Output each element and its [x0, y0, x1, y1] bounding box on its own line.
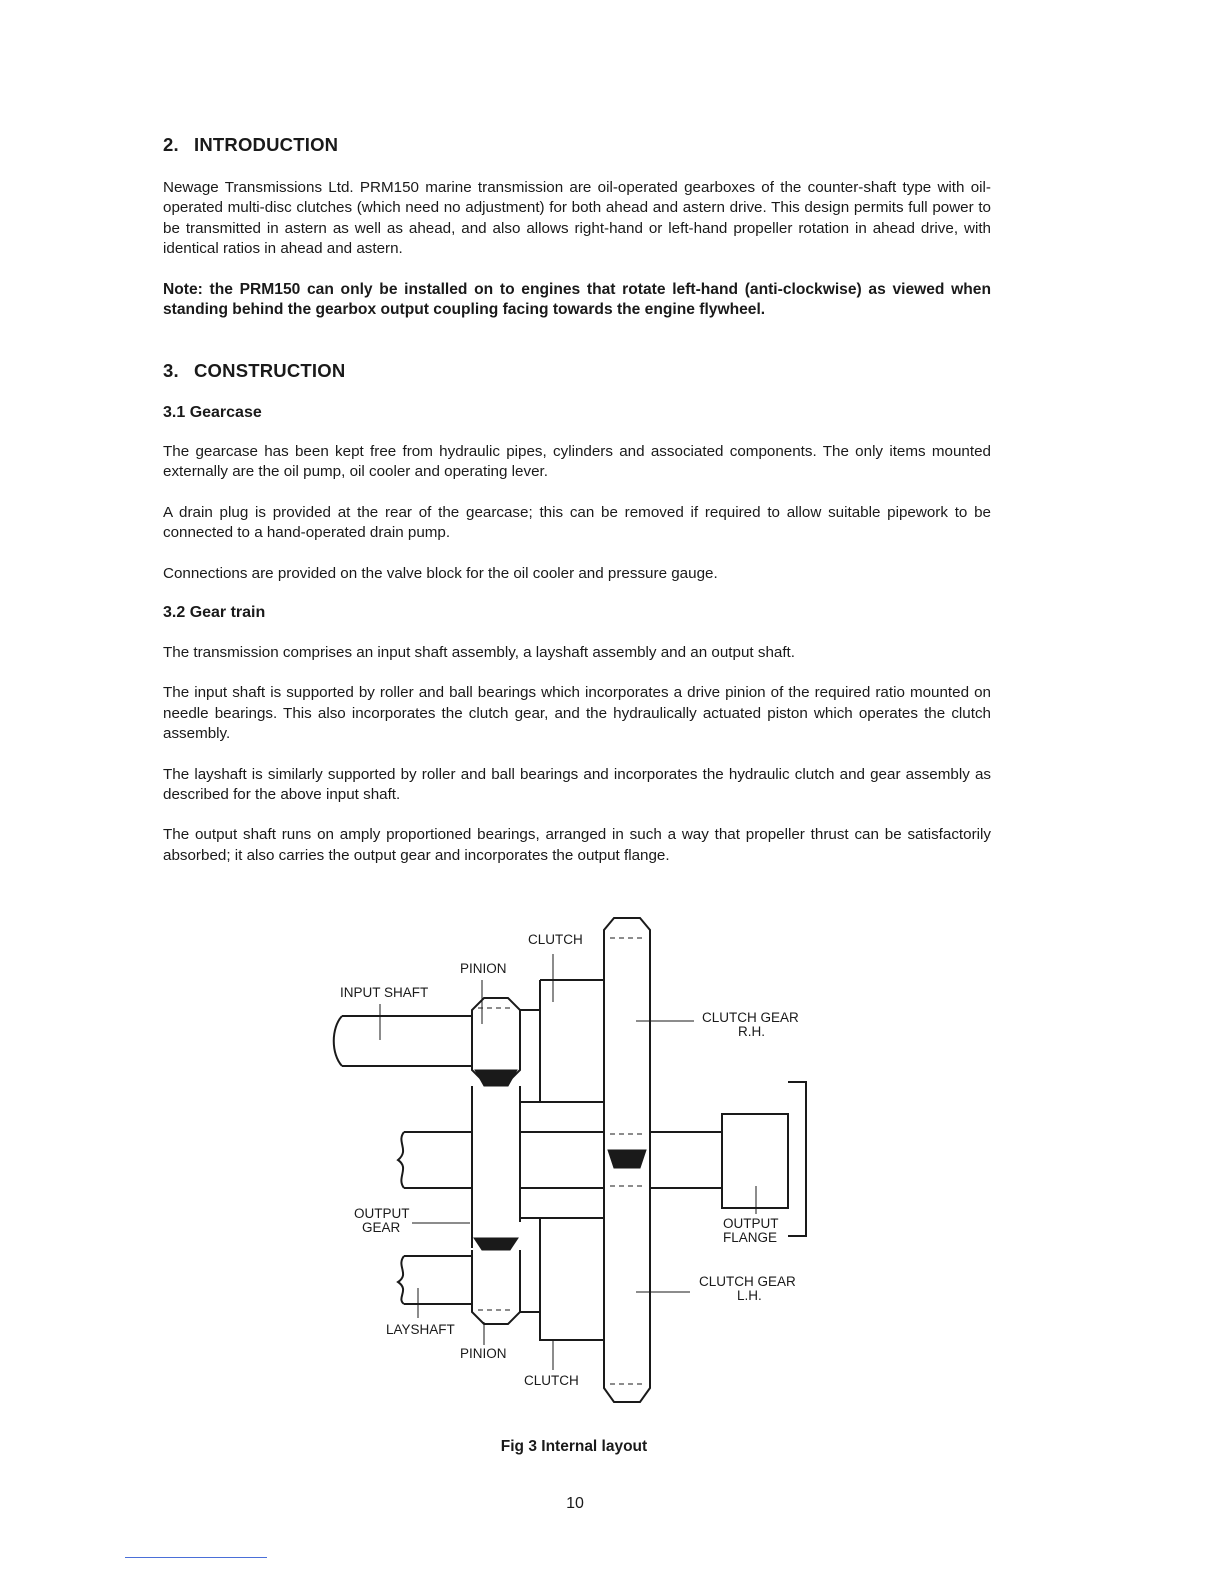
label-clutch-gear-lh-line2: L.H. — [737, 1288, 762, 1303]
label-clutch-gear-rh-line1: CLUTCH GEAR — [702, 1010, 799, 1025]
input-shaft — [334, 1016, 472, 1066]
label-pinion-bottom: PINION — [460, 1346, 507, 1361]
clutch-gear-rh — [604, 918, 650, 1160]
output-flange-hub — [722, 1114, 788, 1208]
figure-caption: Fig 3 Internal layout — [500, 1438, 648, 1455]
label-clutch-gear-lh-line1: CLUTCH GEAR — [699, 1274, 796, 1289]
footer-rule — [125, 1557, 267, 1558]
gearcase-paragraph-1: The gearcase has been kept free from hydraulic pipes, cylinders and associated components. The only items mounted externally are the oil pump, oil cooler and operating lever. — [163, 443, 991, 481]
upper-clutch-hub — [520, 1010, 540, 1102]
introduction-paragraph: Newage Transmissions Ltd. PRM150 marine transmission are oil-operated gearboxes of the counter-shaft type with oil-operated multi-disc clutches (which need no adjustment) for both ahead and astern drive. This design permits full power to be transmitted in astern as well as ahead, and also allows right-hand or left-hand propeller rotation in ahead drive, with identical ratios in ahead and astern. — [163, 179, 991, 258]
label-output-flange-line2: FLANGE — [723, 1230, 778, 1245]
gear-train-paragraph-2: The input shaft is supported by roller and ball bearings which incorporates a drive pinion of the required ratio mounted on needle bearings. This also incorporates the clutch gear, and the hydraulically actuated piston which operates the clutch assembly. — [163, 684, 991, 743]
subheading-gearcase: 3.1 Gearcase — [163, 404, 262, 421]
label-output-gear-line2: GEAR — [362, 1220, 401, 1235]
gear-train-paragraph-4: The output shaft runs on amply proportioned bearings, arranged in such a way that propeller thrust can be satisfactorily absorbed; it also carries the output gear and incorporates the output flange. — [163, 826, 991, 864]
clutch-gear-lh — [604, 1160, 650, 1402]
introduction-note: Note: the PRM150 can only be installed on to engines that rotate left-hand (anti-clockwise) as viewed when standing behind the gearbox output coupling facing towards the engine flywheel. — [163, 280, 991, 319]
output-gear — [472, 1086, 520, 1248]
output-flange — [788, 1082, 806, 1236]
gearcase-paragraph-2: A drain plug is provided at the rear of the gearcase; this can be removed if required to allow suitable pipework to be connected to a hand-operated drain pump. — [163, 503, 991, 542]
label-pinion-top: PINION — [460, 961, 507, 976]
label-clutch-top: CLUTCH — [528, 932, 583, 947]
label-output-flange-line1: OUTPUT — [723, 1216, 779, 1231]
layshaft — [398, 1256, 472, 1304]
lower-pinion — [472, 1250, 520, 1324]
label-layshaft: LAYSHAFT — [386, 1322, 455, 1337]
label-input-shaft: INPUT SHAFT — [340, 985, 429, 1000]
gearcase-paragraph-3: Connections are provided on the valve block for the oil cooler and pressure gauge. — [163, 564, 718, 582]
label-clutch-bottom: CLUTCH — [524, 1373, 579, 1388]
label-clutch-gear-rh-line2: R.H. — [738, 1024, 765, 1039]
gear-train-paragraph-1: The transmission comprises an input shaft assembly, a layshaft assembly and an output shaft. — [163, 644, 796, 662]
gear-train-paragraph-3: The layshaft is similarly supported by roller and ball bearings and incorporates the hydraulic clutch and gear assembly as described for the above input shaft. — [163, 765, 991, 804]
section-heading-introduction: 2. INTRODUCTION — [163, 134, 339, 155]
output-shaft — [398, 1132, 472, 1188]
section-heading-construction: 3. CONSTRUCTION — [163, 360, 346, 381]
label-output-gear-line1: OUTPUT — [354, 1206, 410, 1221]
page-number: 10 — [566, 1495, 584, 1512]
upper-pinion — [472, 998, 520, 1082]
subheading-gear-train: 3.2 Gear train — [163, 604, 266, 622]
